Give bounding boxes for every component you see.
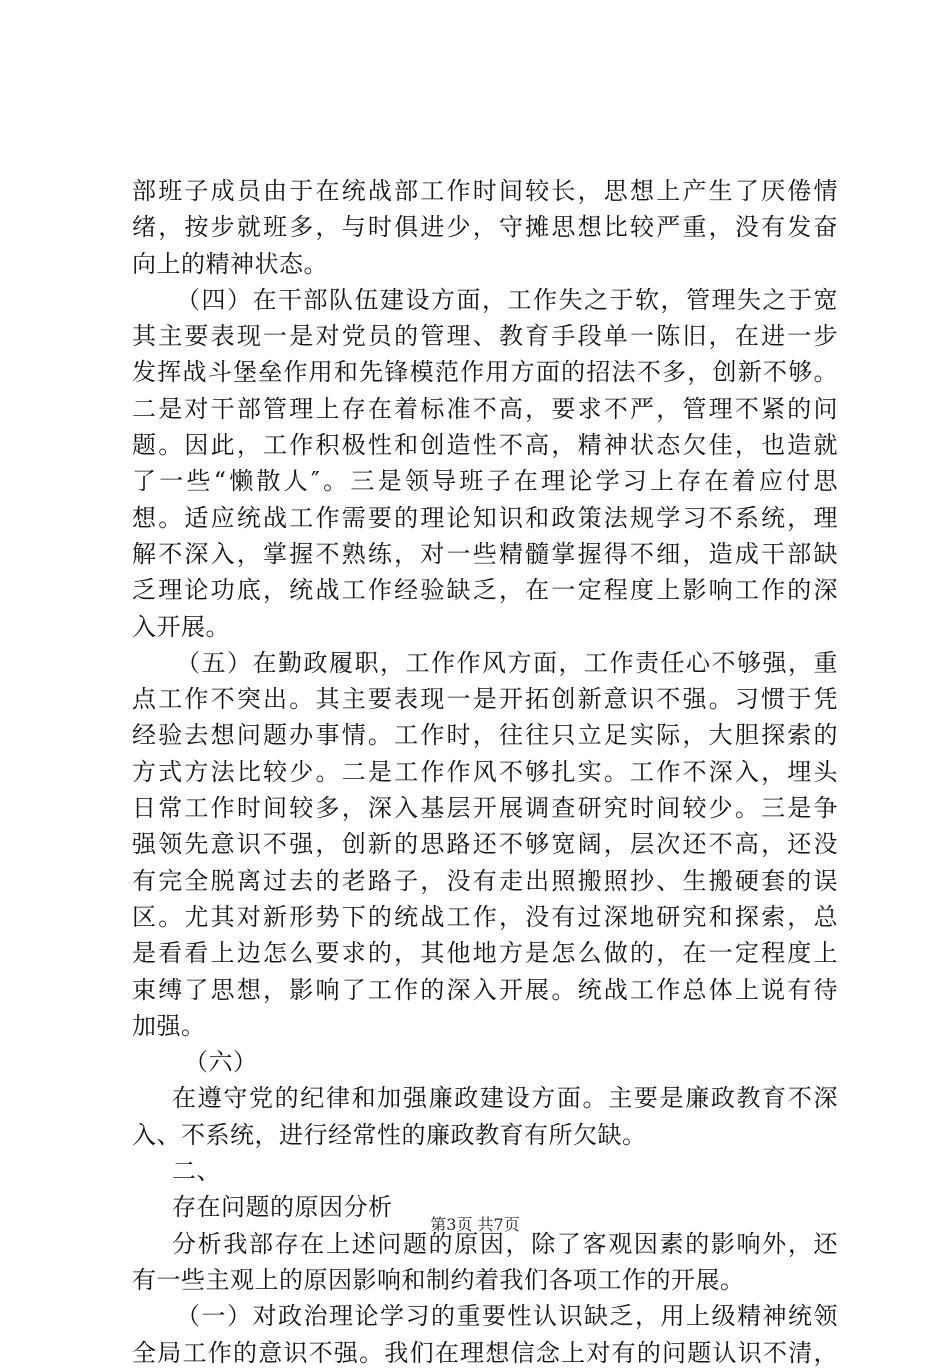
text-line: 部班子成员由于在统战部工作时间较长，思想上产生了厌倦情	[132, 177, 838, 205]
section-number-two: 二、	[172, 1157, 221, 1186]
text-line: 日常工作时间较多，深入基层开展调查研究时间较少。三是争	[132, 794, 838, 823]
subsection-heading-one: （一）对政治理论学习的重要性认识缺乏，用上级精神统领	[176, 1302, 838, 1331]
text-line: 分析我部存在上述问题的原因，除了客观因素的影响外，还	[172, 1229, 838, 1258]
text-line: 在遵守党的纪律和加强廉政建设方面。主要是廉政教育不深	[172, 1084, 838, 1113]
text-line: 乏理论功底，统战工作经验缺乏，在一定程度上影响工作的深	[132, 576, 838, 605]
text-line: 二是对干部管理上存在着标准不高，要求不严，管理不紧的问	[132, 394, 838, 423]
text-line: 入开展。	[132, 612, 230, 641]
text-line: 全局工作的意识不强。我们在理想信念上对有的问题认识不清，	[132, 1338, 838, 1367]
text-line: 解不深入，掌握不熟练，对一些精髓掌握得不细，造成干部缺	[132, 539, 838, 568]
text-line: 强领先意识不强，创新的思路还不够宽阔，层次还不高，还没	[132, 830, 838, 859]
text-line: 点工作不突出。其主要表现一是开拓创新意识不强。习惯于凭	[132, 685, 838, 714]
document-body	[132, 173, 838, 1371]
text-line: 是看看上边怎么要求的，其他地方是怎么做的，在一定程度上	[132, 939, 838, 968]
section-heading-five: （五）在勤政履职，工作作风方面，工作责任心不够强，重	[176, 648, 838, 677]
text-line: 加强。	[132, 1011, 206, 1040]
text-line: 向上的精神状态。	[132, 249, 328, 278]
text-line: 绪，按步就班多，与时俱进少，守摊思想比较严重，没有发奋	[132, 213, 838, 242]
text-line: 方式方法比较少。二是工作作风不够扎实。工作不深入，埋头	[132, 757, 838, 786]
text-line: 束缚了思想，影响了工作的深入开展。统战工作总体上说有待	[132, 975, 838, 1004]
section-title-cause-analysis: 存在问题的原因分析	[172, 1193, 393, 1222]
section-heading-six: （六）	[184, 1048, 258, 1077]
page-footer: 第3页 共7页	[430, 1215, 520, 1234]
text-line: 经验去想问题办事情。工作时，往往只立足实际，大胆探索的	[132, 721, 838, 750]
text-line: 有完全脱离过去的老路子，没有走出照搬照抄、生搬硬套的误	[132, 866, 838, 895]
text-line: 有一些主观上的原因影响和制约着我们各项工作的开展。	[132, 1265, 745, 1294]
section-heading-four: （四）在干部队伍建设方面，工作失之于软，管理失之于宽	[176, 285, 838, 314]
text-line: 区。尤其对新形势下的统战工作，没有过深地研究和探索，总	[132, 902, 838, 931]
text-line: 想。适应统战工作需要的理论知识和政策法规学习不系统，理	[132, 503, 838, 532]
text-line: 了一些“懒散人″。三是领导班子在理论学习上存在着应付思	[132, 467, 838, 496]
text-line: 其主要表现一是对党员的管理、教育手段单一陈旧，在进一步	[132, 322, 838, 351]
text-line: 入、不系统，进行经常性的廉政教育有所欠缺。	[132, 1120, 647, 1149]
text-line: 题。因此，工作积极性和创造性不高，精神状态欠佳，也造就	[132, 431, 838, 460]
text-line: 发挥战斗堡垒作用和先锋模范作用方面的招法不多，创新不够。	[132, 358, 838, 387]
